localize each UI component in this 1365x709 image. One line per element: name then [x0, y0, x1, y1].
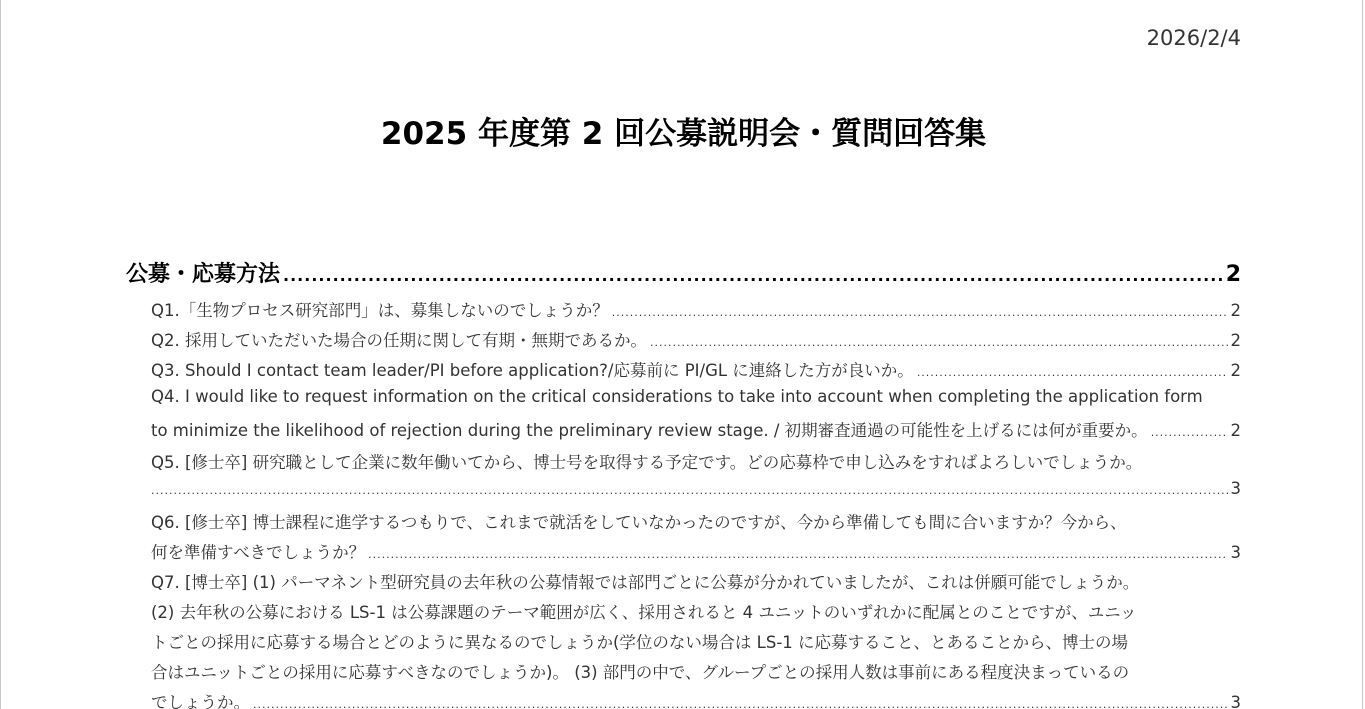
toc-page-number: 3 [1230, 543, 1241, 562]
toc-entry-text: でしょうか。 [151, 693, 250, 709]
toc-entry-text: 何を準備すべきでしょうか？ [151, 543, 366, 562]
document-title: 2025 年度第 2 回公募説明会・質問回答集 [380, 116, 987, 152]
toc-entry-q7-line3: トごとの採用に応募する場合とどのように異なるのでしょうか(学位のない場合は LS-1 に応募すること、とあることから、博士の場 [151, 633, 1129, 652]
toc-leader-dots [151, 484, 1228, 497]
toc-leader-dots [283, 266, 1223, 285]
toc-page-number: 2 [1230, 421, 1241, 440]
toc-page-number: 2 [1230, 301, 1241, 320]
toc-entry-q7[interactable] [151, 689, 1241, 709]
toc-leader-dots [253, 698, 1228, 709]
toc-entry-q5-line1[interactable]: Q5. [修士卒] 研究職として企業に数年働いてから、博士号を取得する予定です。どの応募枠で申し込みをすればよろしいでしょうか。 [151, 453, 1143, 472]
toc-entry-q4-line1[interactable]: Q4. I would like to request information on the critical considerations to take into account when completing the application form [151, 387, 1203, 406]
toc-page-number: 2 [1230, 361, 1241, 380]
toc-leader-dots [1151, 426, 1228, 439]
toc-entry-text: Q3. Should I contact team leader/PI before application?/応募前に PI/GL に連絡した方が良いか。 [151, 361, 914, 380]
toc-page-number: 3 [1230, 479, 1241, 498]
toc-leader-dots [650, 336, 1228, 349]
toc-entry-text: Q1.「生物プロセス研究部門」は、募集しないのでしょうか？ [151, 301, 609, 320]
toc-entry-text: Q2. 採用していただいた場合の任期に関して有期・無期であるか。 [151, 331, 647, 350]
toc-page-number: 3 [1230, 693, 1241, 709]
toc-entry-q3[interactable] [151, 357, 1241, 381]
toc-entry-q4[interactable] [151, 417, 1241, 441]
toc-section-heading[interactable] [126, 257, 1241, 288]
toc-entry-text: to minimize the likelihood of rejection during the preliminary review stage. / 初期審査通過の可能性を上げるには何が重要か。 [151, 421, 1148, 440]
toc-section-label: 公募・応募方法 [126, 262, 281, 287]
toc-leader-dots [917, 366, 1228, 379]
toc-page-number: 2 [1230, 331, 1241, 350]
toc-entry-q1[interactable] [151, 297, 1241, 321]
toc-entry-q7-line2: (2) 去年秋の公募における LS-1 は公募課題のテーマ範囲が広く、採用されると 4 ユニットのいずれかに配属とのことですが、ユニッ [151, 603, 1137, 622]
toc-entry-q5[interactable] [151, 479, 1241, 498]
document-date: 2026/2/4 [1146, 26, 1241, 50]
toc-leader-dots [612, 306, 1228, 319]
toc-entry-q6[interactable] [151, 539, 1241, 563]
toc-page-number: 2 [1225, 262, 1241, 287]
toc-leader-dots [368, 548, 1227, 561]
toc-entry-q2[interactable] [151, 327, 1241, 351]
toc-entry-q6-line1[interactable]: Q6. [修士卒] 博士課程に進学するつもりで、これまで就活をしていなかったのですが、今から準備しても間に合いますか？今から、 [151, 513, 1127, 532]
toc-entry-q7-line4: 合はユニットごとの採用に応募すべきなのでしょうか)。 (3) 部門の中で、グループごとの採用人数は事前にある程度決まっているの [151, 663, 1130, 682]
toc-entry-q7-line1[interactable]: Q7. [博士卒] (1) パーマネント型研究員の去年秋の公募情報では部門ごとに公募が分かれていましたが、これは併願可能でしょうか。 [151, 573, 1140, 592]
